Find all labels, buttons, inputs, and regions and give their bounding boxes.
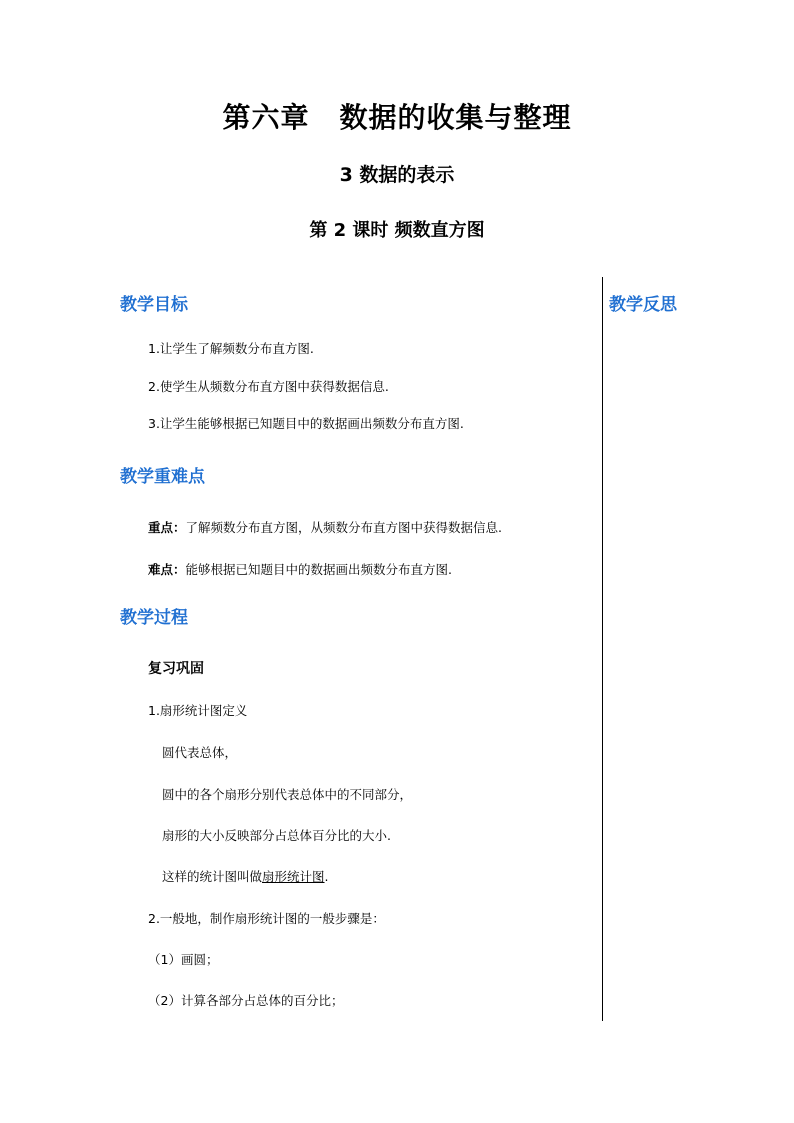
term-pie-chart: 扇形统计图 [262,869,325,884]
item2-title: 2.一般地，制作扇形统计图的一般步骤是： [148,911,385,926]
difficult-text: 能够根据已知题目中的数据画出频数分布直方图. [185,562,452,577]
objective-item-2: 2.使学生从频数分布直方图中获得数据信息. [148,379,389,394]
objective-item-3: 3.让学生能够根据已知题目中的数据画出频数分布直方图. [148,416,464,431]
chapter-title [0,96,794,136]
item1-line-1: 圆代表总体， [162,745,238,760]
important-label: 重点： [148,520,186,535]
important-text: 了解频数分布直方图，从频数分布直方图中获得数据信息. [185,520,502,535]
item1-line-4 [162,867,329,885]
item1-line-4-suffix: . [324,869,329,884]
item1-line-3: 扇形的大小反映部分占总体百分比的大小. [162,828,391,843]
reflection-heading: 教学反思 [609,295,677,315]
process-heading: 教学过程 [120,608,188,628]
key-points-heading: 教学重难点 [120,467,205,487]
objective-item-1: 1.让学生了解频数分布直方图. [148,341,314,356]
item1-title: 1.扇形统计图定义 [148,703,248,718]
column-divider [602,277,603,1021]
chapter-number: 第六章 [222,101,310,134]
lesson-title: 第 2 课时 频数直方图 [309,220,485,241]
section-title: 3 数据的表示 [339,164,455,186]
difficult-point [148,560,452,578]
difficult-label: 难点： [148,562,186,577]
chapter-name: 数据的收集与整理 [339,101,572,134]
review-title: 复习巩固 [148,661,204,677]
item1-line-4-prefix: 这样的统计图叫做 [162,869,263,884]
step-1: （1）画圆； [148,952,219,967]
item1-line-2: 圆中的各个扇形分别代表总体中的不同部分， [162,787,413,802]
objectives-heading: 教学目标 [120,295,188,315]
important-point [148,518,502,536]
step-2: （2）计算各部分占总体的百分比； [148,993,344,1008]
